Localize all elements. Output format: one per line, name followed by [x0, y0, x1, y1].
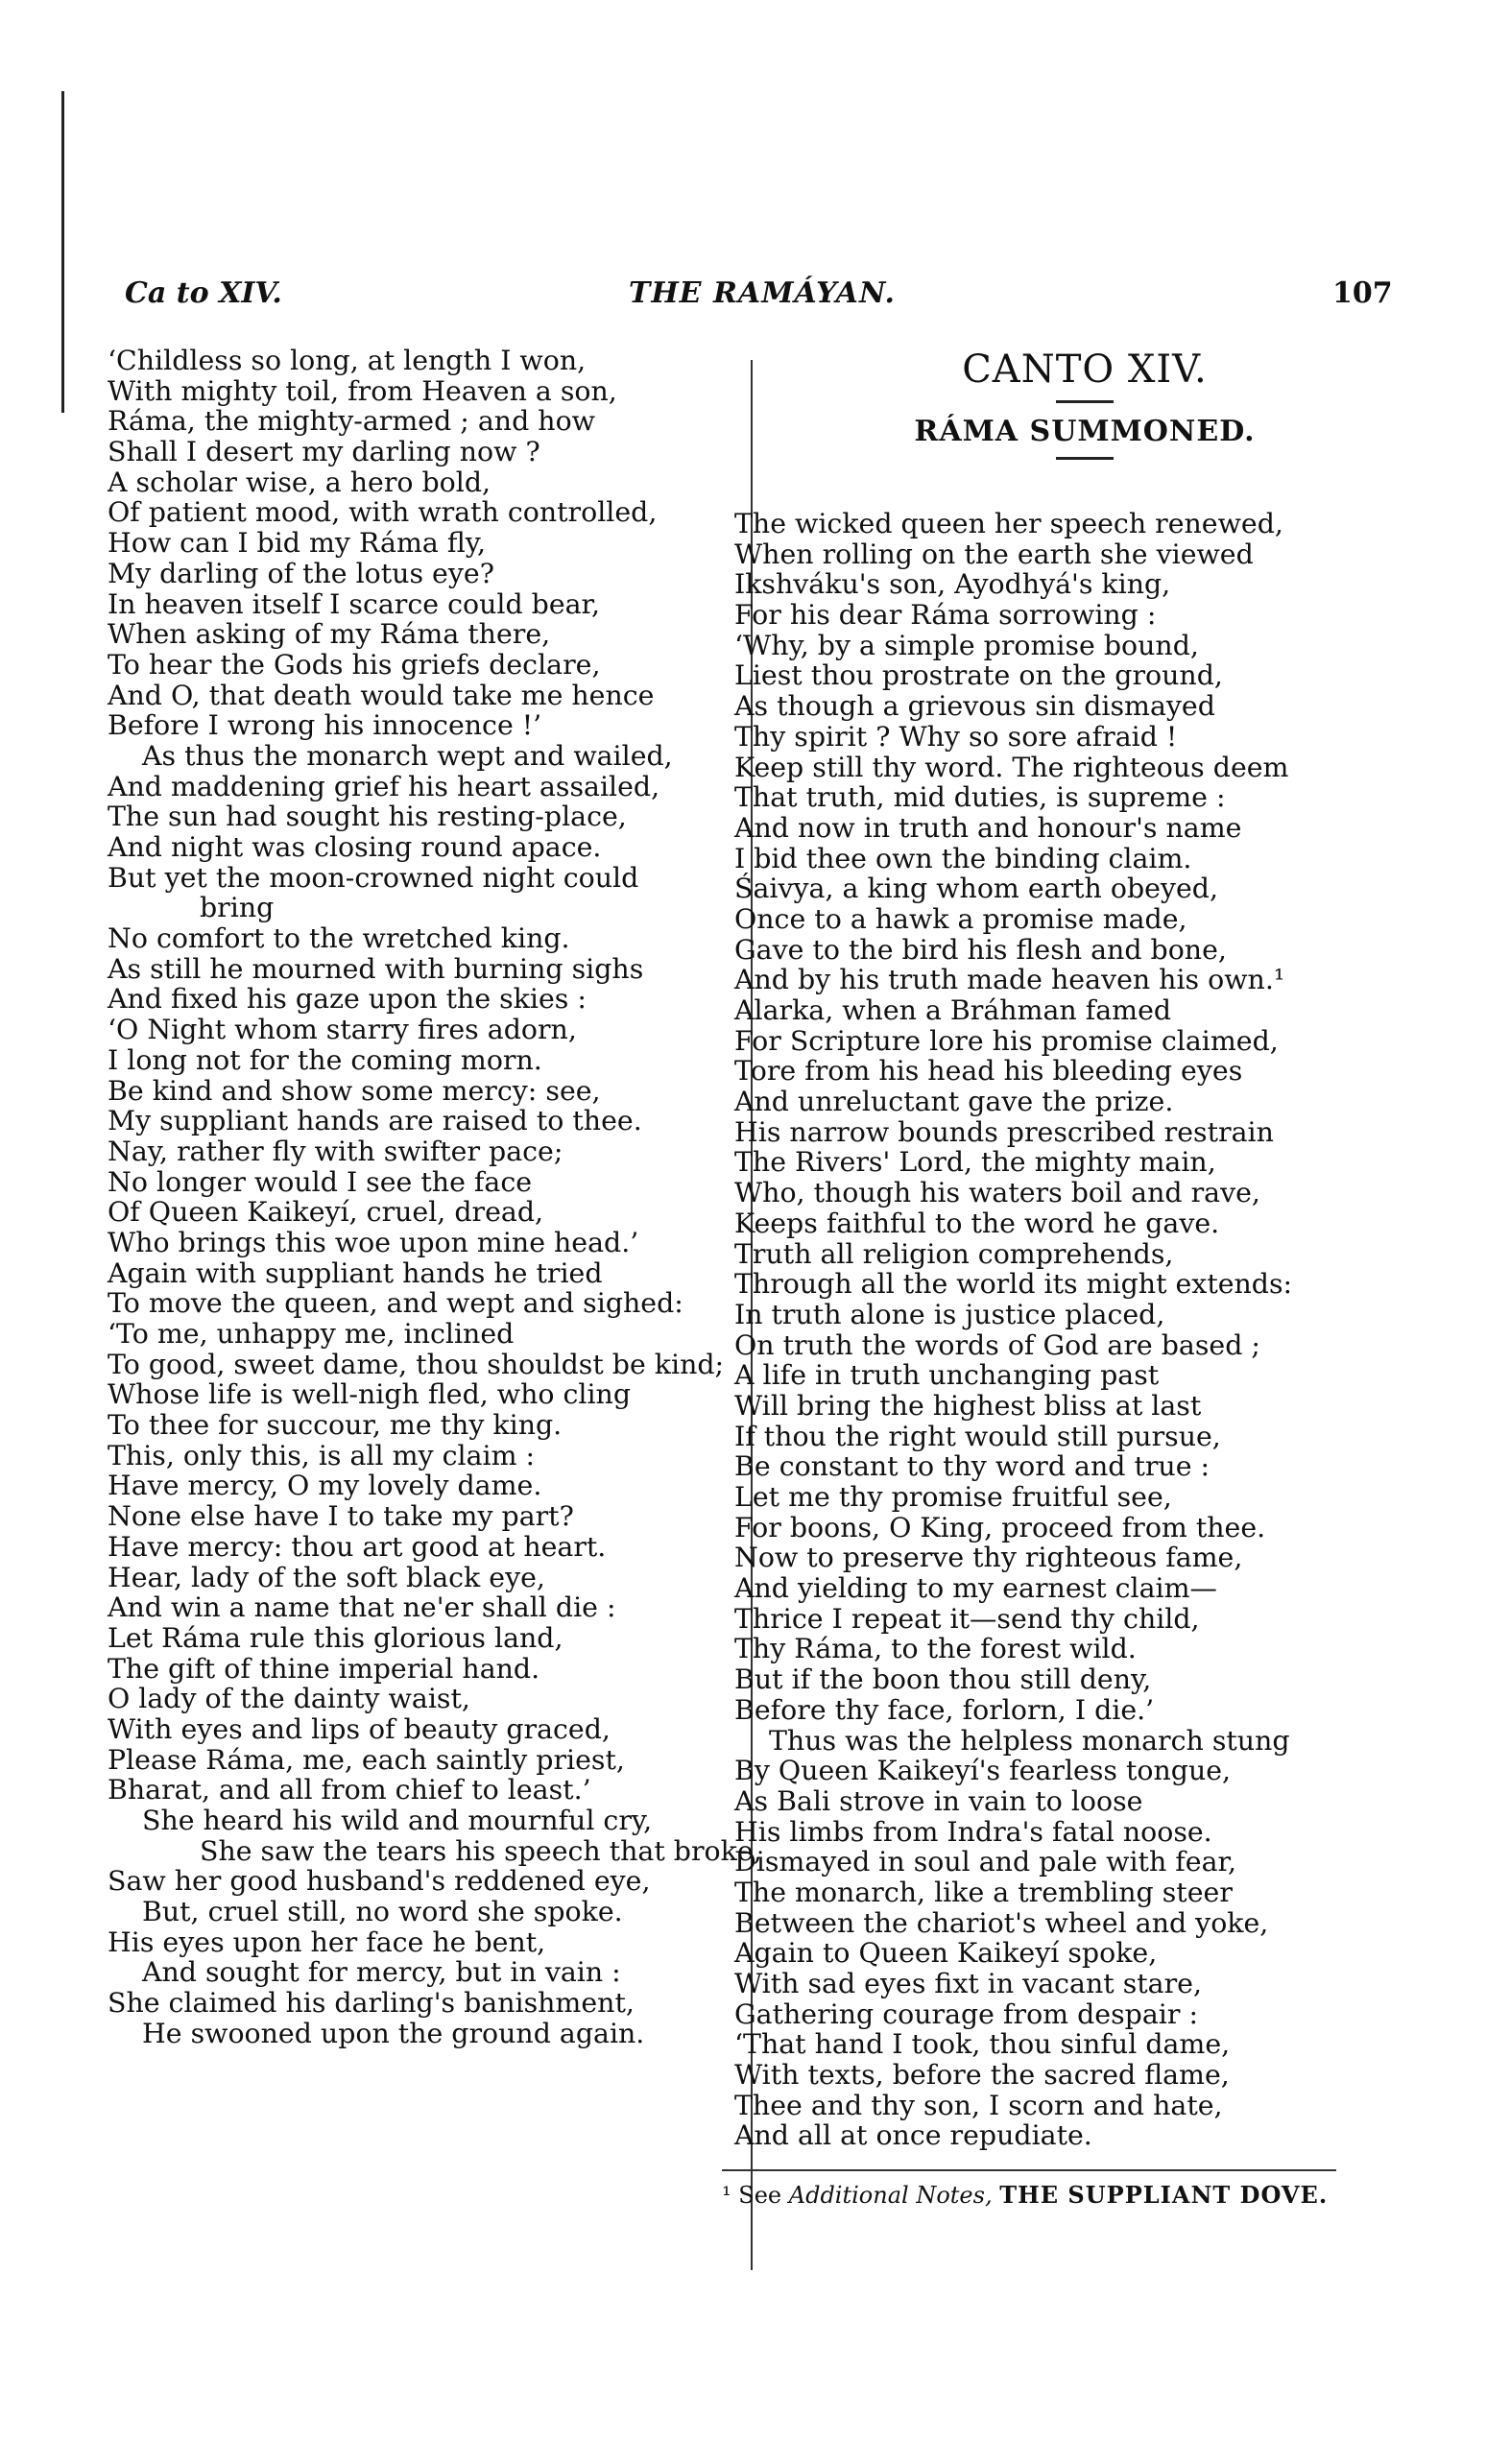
verse-line: Alarka, when a Bráhman famed	[734, 994, 1172, 1026]
verse-line: And sought for mercy, but in vain :	[142, 1956, 621, 1989]
verse-line: Of Queen Kaikeyí, cruel, dread,	[108, 1196, 544, 1229]
verse-line: And all at once repudiate.	[734, 2119, 1092, 2152]
verse-line: Before thy face, forlorn, I die.’	[734, 1693, 1155, 1726]
verse-line: His narrow bounds prescribed restrain	[734, 1115, 1274, 1148]
canto-title-rule	[1056, 400, 1114, 403]
verse-line: Śaivya, a king whom earth obeyed,	[734, 873, 1218, 905]
verse-line: Let me thy promise fruitful see,	[734, 1481, 1172, 1513]
verse-line: I long not for the coming morn.	[108, 1043, 542, 1076]
verse-line: Let Ráma rule this glorious land,	[108, 1621, 563, 1654]
verse-line: But, cruel still, no word she spoke.	[142, 1896, 623, 1928]
verse-line: Thee and thy son, I scorn and hate,	[734, 2089, 1223, 2121]
verse-line: And maddening grief his heart assailed,	[108, 770, 660, 802]
verse-line: Ikshváku's son, Ayodhyá's king,	[734, 568, 1171, 601]
verse-line: For Scripture lore his promise claimed,	[734, 1024, 1279, 1057]
verse-line: Gave to the bird his flesh and bone,	[734, 933, 1227, 966]
verse-line: Will bring the highest bliss at last	[734, 1389, 1202, 1422]
verse-line: If thou the right would still pursue,	[734, 1420, 1221, 1452]
verse-line: The Rivers' Lord, the mighty main,	[734, 1146, 1216, 1179]
verse-line: Thrice I repeat it—send thy child,	[734, 1602, 1200, 1635]
verse-line: As still he mourned with burning sighs	[108, 952, 644, 985]
verse-line: She heard his wild and mournful cry,	[142, 1805, 653, 1836]
verse-line: Who, though his waters boil and rave,	[734, 1177, 1260, 1209]
verse-line: His limbs from Indra's fatal noose.	[734, 1815, 1212, 1848]
verse-line: ‘To me, unhappy me, inclined	[108, 1318, 515, 1350]
verse-line: And fixed his gaze upon the skies :	[108, 983, 587, 1016]
verse-line: To move the queen, and wept and sighed:	[108, 1287, 683, 1320]
verse-line: And now in truth and honour's name	[734, 811, 1242, 844]
verse-line: How can I bid my Ráma fly,	[108, 527, 487, 560]
verse-line: Truth all religion comprehends,	[734, 1237, 1174, 1270]
verse-line: Before I wrong his innocence !’	[108, 709, 542, 742]
verse-line: When asking of my Ráma there,	[108, 618, 551, 651]
footnote-caps: THE SUPPLIANT DOVE.	[999, 2181, 1329, 2209]
canto-subtitle-rule	[1056, 457, 1114, 460]
verse-line: With eyes and lips of beauty graced,	[108, 1712, 611, 1745]
verse-line: With mighty toil, from Heaven a son,	[108, 374, 617, 407]
verse-line: And O, that death would take me hence	[108, 679, 655, 711]
verse-line: A life in truth unchanging past	[734, 1359, 1160, 1392]
verse-line: And unreluctant gave the prize.	[734, 1086, 1174, 1118]
verse-line: She saw the tears his speech that broke,	[200, 1834, 762, 1867]
verse-line: His eyes upon her face he bent,	[108, 1926, 546, 1958]
verse-line: Thy Ráma, to the forest wild.	[734, 1633, 1137, 1665]
footnote-italic: Additional Notes,	[788, 2182, 993, 2209]
right-column-verse	[734, 509, 1426, 2151]
verse-line: As thus the monarch wept and wailed,	[142, 739, 673, 772]
verse-line: The wicked queen her speech renewed,	[734, 508, 1283, 539]
verse-line: ‘Childless so long, at length I won,	[108, 345, 587, 376]
verse-line: For boons, O King, proceed from thee.	[734, 1511, 1266, 1543]
verse-line: Thy spirit ? Why so sore afraid !	[734, 720, 1178, 753]
verse-line: Liest thou prostrate on the ground,	[734, 659, 1223, 692]
verse-line: Once to a hawk a promise made,	[734, 902, 1187, 935]
verse-line: The monarch, like a trembling steer	[734, 1876, 1233, 1908]
verse-line: On truth the words of God are based ;	[734, 1328, 1260, 1361]
verse-line: Keeps faithful to the word he gave.	[734, 1207, 1220, 1239]
verse-line: No comfort to the wretched king.	[108, 922, 570, 955]
verse-line: As though a grievous sin dismayed	[734, 690, 1215, 723]
verse-line: In heaven itself I scarce could bear,	[108, 587, 601, 620]
verse-line: Ráma, the mighty-armed ; and how	[108, 405, 595, 438]
verse-line: Bharat, and all from chief to least.’	[108, 1774, 591, 1806]
verse-line: A scholar wise, a hero bold,	[108, 466, 491, 498]
scan-edge-line	[61, 91, 64, 413]
verse-line: The gift of thine imperial hand.	[108, 1652, 540, 1685]
verse-line: But yet the moon-crowned night could	[108, 861, 639, 894]
verse-line: For his dear Ráma sorrowing :	[734, 599, 1157, 632]
page-number: 107	[1332, 276, 1393, 310]
verse-line: O lady of the dainty waist,	[108, 1683, 470, 1715]
verse-line: Again to Queen Kaikeyí spoke,	[734, 1937, 1158, 1970]
canto-subtitle: RÁMA SUMMONED.	[914, 415, 1256, 448]
verse-line: None else have I to take my part?	[108, 1500, 574, 1533]
verse-line: To thee for succour, me thy king.	[108, 1409, 563, 1442]
left-column-verse	[108, 345, 762, 2049]
verse-line: And yielding to my earnest claim—	[734, 1572, 1217, 1605]
header-book-title: THE RAMÁYAN.	[629, 276, 896, 310]
verse-line: Be constant to thy word and true :	[734, 1450, 1210, 1483]
verse-line: I bid thee own the binding claim.	[734, 842, 1192, 874]
verse-line: My darling of the lotus eye?	[108, 557, 494, 589]
verse-line: With texts, before the sacred flame,	[734, 2059, 1230, 2092]
verse-line: Please Ráma, me, each saintly priest,	[108, 1743, 625, 1776]
verse-line: As Bali strove in vain to loose	[734, 1784, 1143, 1817]
verse-line: Whose life is well-nigh fled, who cling	[108, 1378, 632, 1411]
verse-line: When rolling on the earth she viewed	[734, 538, 1254, 570]
verse-line: Through all the world its might extends:	[734, 1268, 1293, 1301]
verse-line: To good, sweet dame, thou shouldst be kind;	[108, 1348, 725, 1380]
verse-line: ‘That hand I took, thou sinful dame,	[734, 2028, 1231, 2061]
verse-line: Thus was the helpless monarch stung	[769, 1724, 1290, 1757]
verse-line: Have mercy: thou art good at heart.	[108, 1530, 607, 1563]
verse-line: Tore from his head his bleeding eyes	[734, 1055, 1243, 1088]
verse-line: Have mercy, O my lovely dame.	[108, 1470, 542, 1502]
verse-line: Saw her good husband's reddened eye,	[108, 1865, 651, 1898]
verse-line: That truth, mid duties, is supreme :	[734, 781, 1226, 814]
canto-title: CANTO XIV.	[962, 347, 1208, 392]
verse-line: Nay, rather fly with swifter pace;	[108, 1135, 563, 1167]
verse-line: ‘Why, by a simple promise bound,	[734, 629, 1199, 661]
verse-line: Who brings this woe upon mine head.’	[108, 1226, 639, 1258]
header-canto-range: Ca to XIV.	[125, 276, 282, 310]
verse-line: ‘O Night whom starry fires adorn,	[108, 1014, 577, 1046]
verse-line: Of patient mood, with wrath controlled,	[108, 496, 658, 529]
footnote	[722, 2179, 1336, 2212]
verse-line: Gathering courage from despair :	[734, 1998, 1199, 2030]
verse-line: In truth alone is justice placed,	[734, 1298, 1165, 1330]
verse-line: Be kind and show some mercy: see,	[108, 1074, 601, 1107]
verse-line: bring	[200, 892, 275, 924]
verse-line: By Queen Kaikeyí's fearless tongue,	[734, 1755, 1232, 1787]
verse-line: And night was closing round apace.	[108, 831, 602, 863]
verse-line: Between the chariot's wheel and yoke,	[734, 1906, 1269, 1939]
verse-line: Again with suppliant hands he tried	[108, 1256, 603, 1289]
verse-line: Hear, lady of the soft black eye,	[108, 1561, 545, 1593]
footnote-marker: ¹ See	[722, 2182, 782, 2209]
footnote-rule	[722, 2169, 1336, 2171]
verse-line: No longer would I see the face	[108, 1165, 533, 1198]
verse-line: Dismayed in soul and pale with fear,	[734, 1846, 1236, 1878]
verse-line: And by his truth made heaven his own.¹	[734, 964, 1285, 996]
verse-line: The sun had sought his resting-place,	[108, 801, 627, 833]
verse-line: But if the boon thou still deny,	[734, 1663, 1152, 1696]
verse-line: To hear the Gods his griefs declare,	[108, 648, 601, 681]
verse-line: She claimed his darling's banishment,	[108, 1987, 635, 2020]
running-header	[0, 276, 1510, 315]
verse-line: With sad eyes fixt in vacant stare,	[734, 1968, 1202, 1999]
verse-line: He swooned upon the ground again.	[142, 2017, 645, 2049]
verse-line: Keep still thy word. The righteous deem	[734, 751, 1289, 783]
verse-line: This, only this, is all my claim :	[108, 1439, 536, 1471]
verse-line: And win a name that ne'er shall die :	[108, 1591, 616, 1624]
verse-line: My suppliant hands are raised to thee.	[108, 1105, 642, 1137]
verse-line: Shall I desert my darling now ?	[108, 436, 540, 468]
verse-line: Now to preserve thy righteous fame,	[734, 1542, 1243, 1574]
